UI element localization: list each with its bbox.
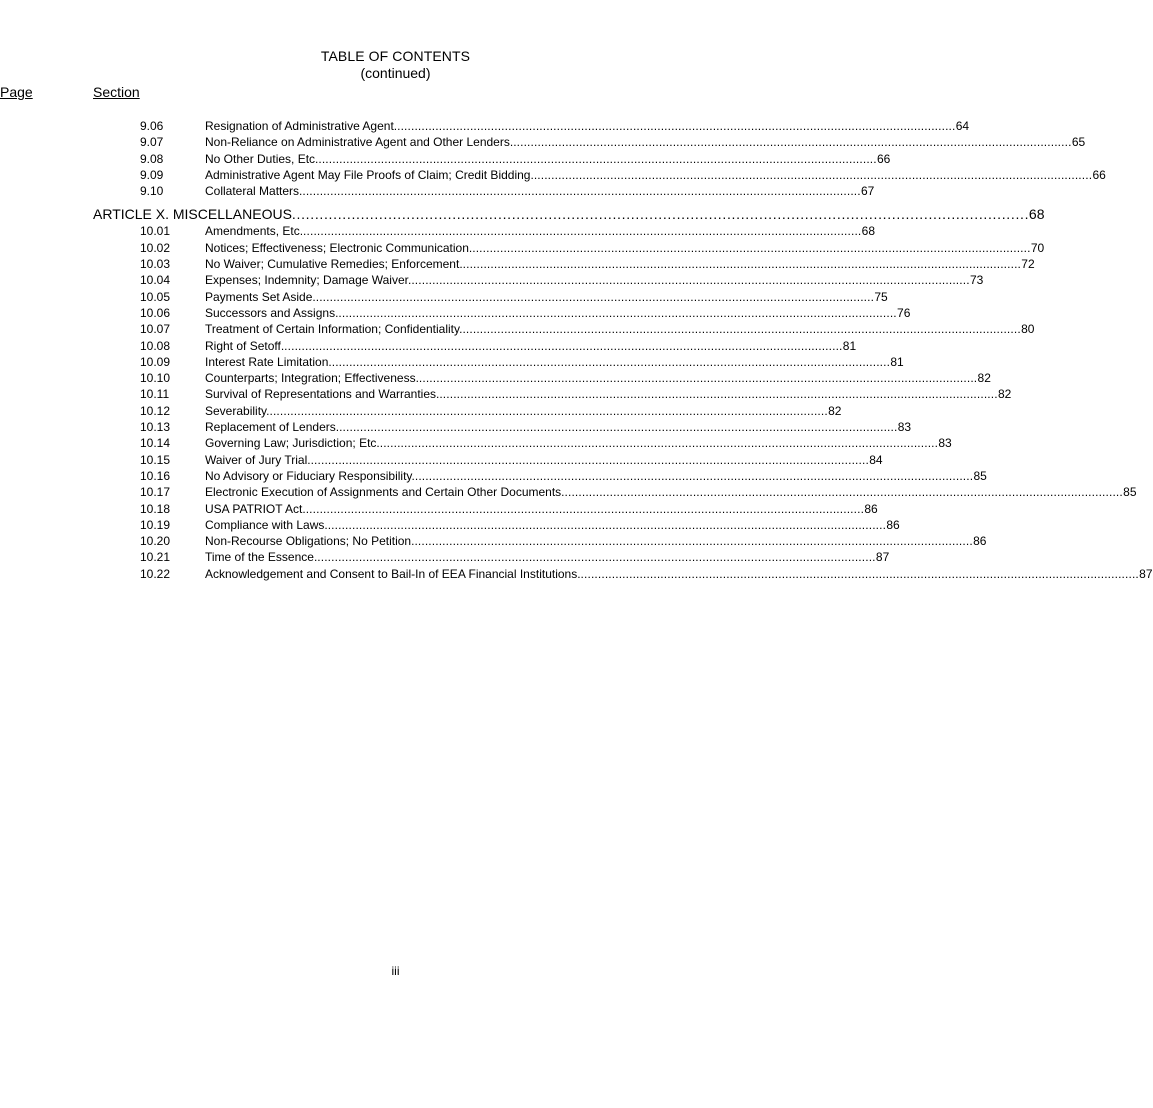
- toc-entry: [93, 403, 842, 419]
- toc-entry-title: USA PATRIOT Act.: [205, 501, 306, 516]
- toc-entry-page: 87: [875, 550, 890, 565]
- toc-entry-number: 9.09: [140, 167, 164, 182]
- toc-entry: [93, 501, 878, 517]
- dot-leader: [419, 370, 976, 386]
- toc-entry-title: Resignation of Administrative Agent.: [205, 119, 398, 133]
- toc-entry-title: Non-Reliance on Administrative Agent and Other Lenders.: [205, 135, 514, 150]
- toc-entry-title: Administrative Agent May File Proofs of Claim; Credit Bidding.: [205, 167, 534, 182]
- dot-leader: [397, 118, 954, 134]
- toc-entry: [93, 118, 970, 134]
- dot-leader: [411, 272, 968, 288]
- dot-leader: [269, 403, 826, 419]
- dot-leader: [463, 256, 1020, 272]
- dot-leader: [439, 386, 996, 402]
- toc-entry-number: 9.07: [140, 135, 164, 150]
- toc-entry-number: 10.11: [140, 387, 170, 402]
- toc-entry-page: 86: [886, 517, 900, 532]
- toc-entry-title: Notices; Effectiveness; Electronic Communication.: [205, 240, 473, 255]
- toc-entry-number: 10.01: [140, 224, 171, 239]
- toc-list: [93, 118, 1153, 582]
- toc-entry-number: 10.16: [140, 468, 171, 483]
- toc-entry-title: Waiver of Jury Trial.: [205, 452, 311, 467]
- toc-entry-page: 87: [1139, 566, 1153, 581]
- toc-entry: [93, 435, 952, 451]
- toc-entry-number: 10.02: [140, 240, 171, 255]
- toc-entry-title: Electronic Execution of Assignments and Certain Other Documents.: [205, 485, 565, 500]
- toc-entry-number: 10.09: [140, 354, 171, 369]
- toc-entry-title: Successors and Assigns.: [205, 305, 339, 320]
- toc-entry-page: 72: [1021, 257, 1035, 272]
- toc-entry-number: 9.10: [140, 184, 164, 199]
- toc-entry-number: 10.12: [140, 403, 171, 418]
- toc-entry: [93, 256, 1035, 272]
- toc-entry: [93, 167, 1106, 183]
- toc-entry-page: 67: [861, 184, 875, 199]
- toc-entry-title: Non-Recourse Obligations; No Petition.: [205, 534, 415, 549]
- toc-entry-page: 82: [977, 371, 991, 386]
- toc-entry-page: 83: [938, 436, 952, 451]
- toc-entry-title: Treatment of Certain Information; Confidentiality.: [205, 322, 463, 337]
- page-number: iii: [391, 964, 400, 978]
- toc-entry-number: 9.08: [140, 151, 164, 166]
- toc-entry: [93, 533, 987, 549]
- toc-entry: [93, 484, 1137, 500]
- toc-entry-title: Interest Rate Limitation.: [205, 354, 332, 369]
- dot-leader: [462, 321, 1019, 337]
- toc-entry-number: 10.20: [140, 534, 171, 549]
- toc-entry-page: 66: [877, 151, 891, 166]
- toc-entry-title: Time of the Essence.: [205, 550, 318, 565]
- toc-entry-title: No Other Duties, Etc.: [205, 151, 319, 166]
- toc-entry-title: No Advisory or Fiduciary Responsibility.: [205, 468, 415, 483]
- page-column-heading: Page: [0, 84, 33, 100]
- toc-entry-number: 10.14: [140, 436, 171, 451]
- toc-entry-page: 85: [1123, 485, 1137, 500]
- dot-leader: [414, 533, 971, 549]
- toc-entry: [93, 134, 1086, 150]
- toc-entry: [93, 338, 857, 354]
- toc-entry: [93, 321, 1035, 337]
- toc-entry-title: Counterparts; Integration; Effectiveness.: [205, 371, 419, 386]
- toc-entry-number: 10.13: [140, 420, 171, 435]
- toc-entry-page: 80: [1021, 322, 1035, 337]
- dot-leader: [581, 566, 1138, 582]
- toc-entry: [93, 223, 876, 239]
- toc-entry-page: 82: [828, 403, 842, 418]
- toc-entry-page: 83: [897, 420, 912, 435]
- toc-entry-page: 84: [869, 452, 883, 467]
- dot-leader: [339, 419, 896, 435]
- toc-entry-title: Replacement of Lenders.: [205, 420, 340, 435]
- toc-entry: [93, 183, 875, 199]
- toc-entry-title: No Waiver; Cumulative Remedies; Enforcement.: [205, 257, 463, 272]
- dot-leader: [302, 183, 859, 199]
- toc-entry-page: 64: [955, 119, 970, 133]
- toc-entry: [93, 305, 911, 321]
- toc-entry-page: 66: [1092, 167, 1106, 182]
- dot-leader: [380, 435, 937, 451]
- toc-entry: [93, 419, 912, 435]
- toc-article-heading: [93, 205, 1045, 223]
- toc-entry-number: 10.04: [140, 273, 171, 288]
- toc-entry-page: 82: [997, 387, 1012, 402]
- toc-entry: [93, 370, 991, 386]
- toc-entry: [93, 240, 1045, 256]
- toc-entry-title: Collateral Matters.: [205, 184, 303, 199]
- dot-leader: [415, 468, 972, 484]
- toc-subtitle: (continued): [360, 65, 431, 81]
- toc-entry-title: Expenses; Indemnity; Damage Waiver.: [205, 273, 412, 288]
- article-page: 68: [1028, 206, 1045, 223]
- toc-entry-page: 65: [1071, 135, 1086, 150]
- section-column-heading: Section: [93, 84, 140, 100]
- dot-leader: [316, 289, 873, 305]
- toc-entry: [93, 354, 904, 370]
- toc-entry-page: 70: [1030, 240, 1045, 255]
- toc-entry-number: 10.17: [140, 485, 171, 500]
- toc-entry-title: Amendments, Etc.: [205, 224, 304, 239]
- toc-entry-page: 86: [973, 534, 987, 549]
- toc-entry-title: Compliance with Laws.: [205, 517, 328, 532]
- toc-entry-number: 10.15: [140, 452, 171, 467]
- toc-entry-number: 9.06: [140, 119, 164, 133]
- toc-entry-title: Payments Set Aside.: [205, 289, 316, 304]
- toc-entry: [93, 468, 987, 484]
- dot-leader: [311, 452, 868, 468]
- toc-entry: [93, 272, 984, 288]
- toc-entry-page: 73: [969, 273, 984, 288]
- dot-leader: [338, 305, 895, 321]
- toc-entry-page: 86: [864, 501, 878, 516]
- toc-entry-number: 10.07: [140, 322, 171, 337]
- toc-entry-title: Acknowledgement and Consent to Bail-In of EEA Financial Institutions.: [205, 566, 581, 581]
- dot-leader: [534, 167, 1091, 183]
- toc-entry-number: 10.05: [140, 289, 171, 304]
- toc-entry-number: 10.19: [140, 517, 171, 532]
- dot-leader: [292, 205, 1027, 223]
- toc-entry-title: Governing Law; Jurisdiction; Etc.: [205, 436, 380, 451]
- article-title: ARTICLE X. MISCELLANEOUS: [93, 206, 292, 223]
- dot-leader: [328, 517, 885, 533]
- dot-leader: [565, 484, 1122, 500]
- toc-entry: [93, 151, 891, 167]
- toc-entry-page: 75: [874, 289, 888, 304]
- dot-leader: [513, 134, 1070, 150]
- dot-leader: [317, 549, 874, 565]
- toc-entry-page: 76: [897, 305, 911, 320]
- toc-entry-number: 10.08: [140, 338, 171, 353]
- toc-entry: [93, 452, 883, 468]
- toc-entry: [93, 517, 900, 533]
- toc-entry-page: 81: [890, 354, 904, 369]
- toc-entry-number: 10.10: [140, 371, 171, 386]
- toc-entry-page: 85: [973, 468, 987, 483]
- toc-entry-number: 10.06: [140, 305, 171, 320]
- toc-entry: [93, 289, 888, 305]
- toc-entry: [93, 549, 890, 565]
- toc-entry-page: 68: [861, 224, 876, 239]
- toc-entry-number: 10.18: [140, 501, 171, 516]
- dot-leader: [306, 501, 863, 517]
- toc-entry-number: 10.03: [140, 257, 171, 272]
- toc-entry-number: 10.22: [140, 566, 171, 581]
- toc-entry-title: Right of Setoff.: [205, 338, 285, 353]
- toc-entry-title: Survival of Representations and Warranties.: [205, 387, 440, 402]
- toc-entry-title: Severability.: [205, 403, 270, 418]
- dot-leader: [318, 151, 875, 167]
- dot-leader: [332, 354, 889, 370]
- toc-entry-number: 10.21: [140, 550, 171, 565]
- dot-leader: [284, 338, 841, 354]
- toc-entry: [93, 386, 1012, 402]
- toc-entry-page: 81: [842, 338, 857, 353]
- toc-entry: [93, 566, 1153, 582]
- toc-title: TABLE OF CONTENTS: [320, 48, 471, 64]
- dot-leader: [303, 223, 860, 239]
- dot-leader: [472, 240, 1029, 256]
